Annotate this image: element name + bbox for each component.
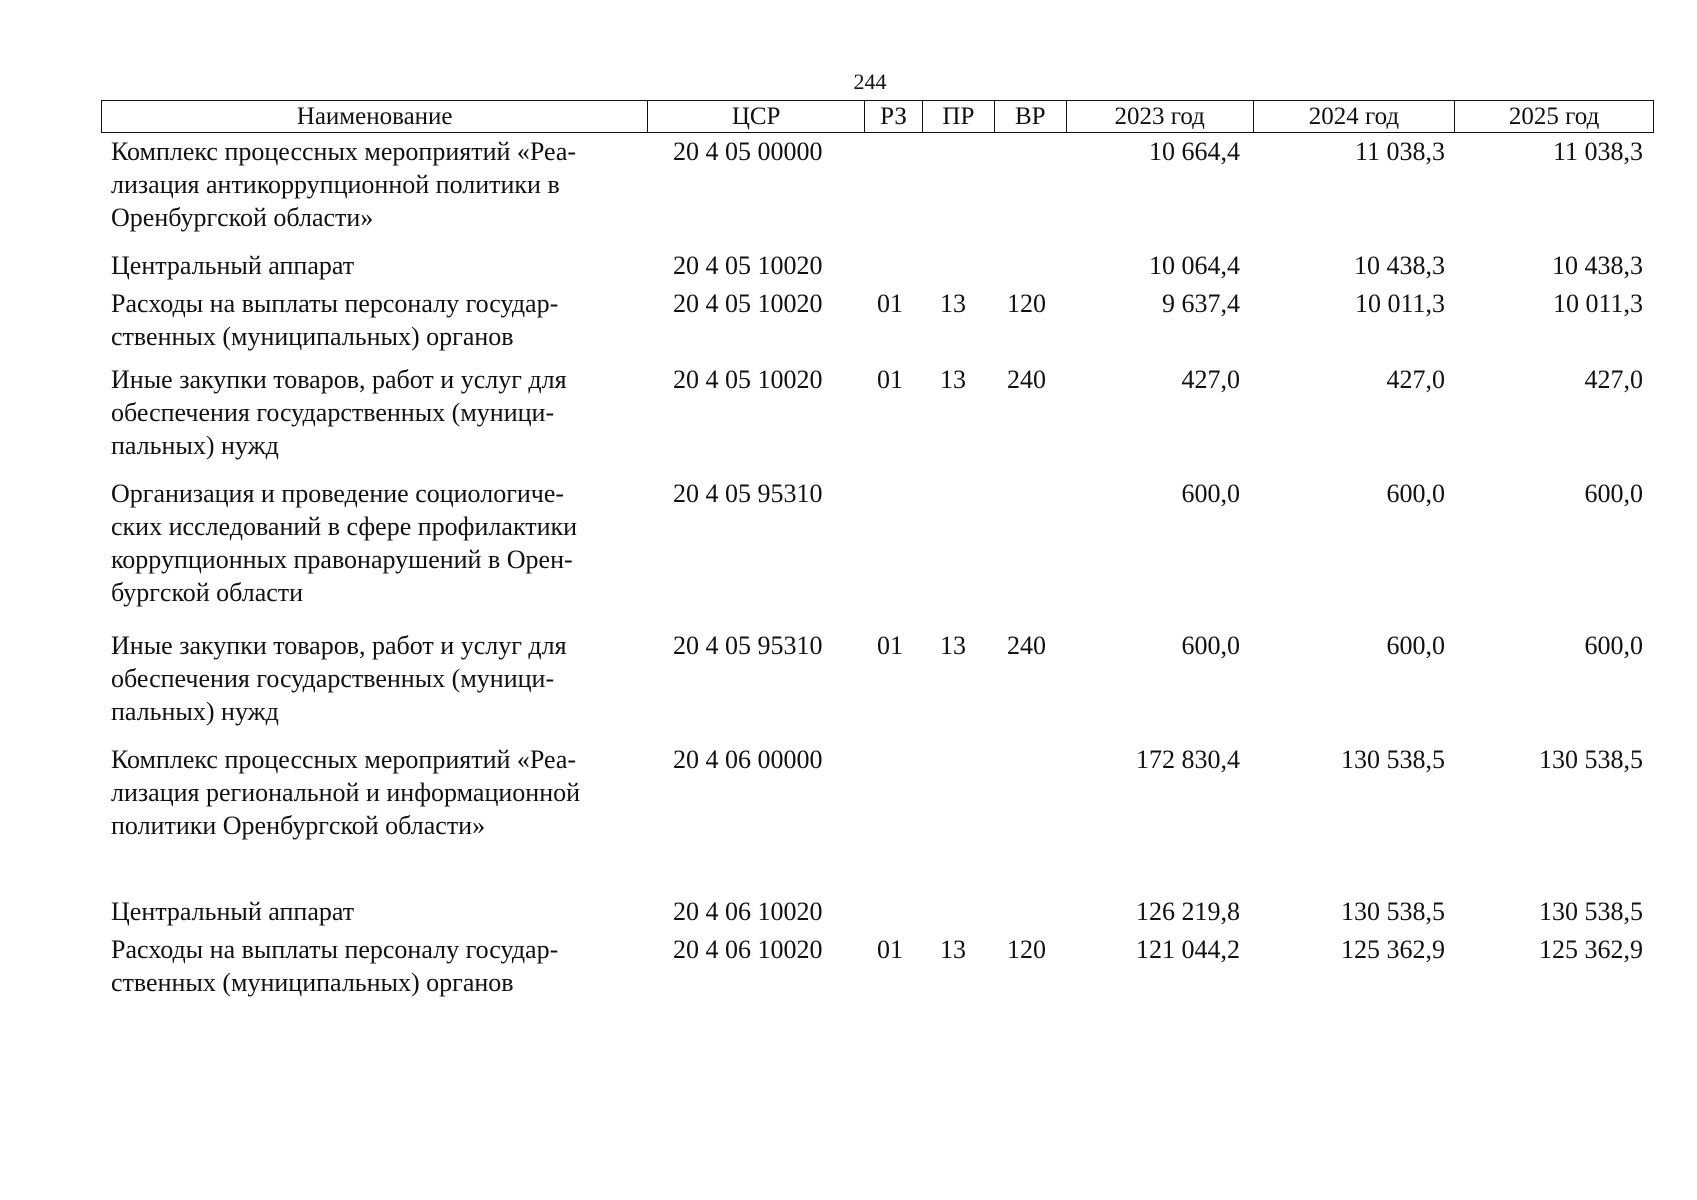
row-pr: 13 bbox=[940, 365, 966, 394]
row-2023: 121 044,2 bbox=[1136, 935, 1240, 964]
row-name-line: обеспечения государственных (муници- bbox=[111, 664, 555, 693]
row-csr: 20 4 06 10020 bbox=[673, 897, 823, 926]
row-2025: 600,0 bbox=[1584, 631, 1643, 660]
row-2024: 125 362,9 bbox=[1341, 935, 1445, 964]
row-name bbox=[111, 933, 651, 999]
row-vr: 240 bbox=[1007, 365, 1046, 394]
row-name bbox=[111, 895, 651, 928]
row-name-line: Иные закупки товаров, работ и услуг для bbox=[111, 365, 567, 394]
row-name-line: Оренбургской области» bbox=[111, 203, 374, 232]
row-csr: 20 4 05 10020 bbox=[673, 365, 823, 394]
row-2025: 427,0 bbox=[1584, 365, 1643, 394]
row-2024: 11 038,3 bbox=[1354, 137, 1445, 166]
column-header-vr: ВР bbox=[995, 101, 1067, 132]
row-name-line: Иные закупки товаров, работ и услуг для bbox=[111, 631, 567, 660]
row-2025: 10 011,3 bbox=[1552, 289, 1643, 318]
row-name-line: Комплекс процессных мероприятий «Реа- bbox=[111, 745, 577, 774]
row-name-line: обеспечения государственных (муници- bbox=[111, 398, 555, 427]
row-2023: 10 664,4 bbox=[1149, 137, 1240, 166]
row-name bbox=[111, 743, 651, 842]
row-name-line: пальных) нужд bbox=[111, 431, 279, 460]
row-name bbox=[111, 287, 651, 353]
row-2025: 600,0 bbox=[1584, 479, 1643, 508]
row-name-line: пальных) нужд bbox=[111, 697, 279, 726]
row-name bbox=[111, 477, 651, 609]
row-name-line: коррупционных правонарушений в Орен- bbox=[111, 545, 573, 574]
row-csr: 20 4 05 95310 bbox=[673, 479, 823, 508]
row-2023: 172 830,4 bbox=[1136, 745, 1240, 774]
row-2023: 9 637,4 bbox=[1162, 289, 1240, 318]
row-2024: 10 011,3 bbox=[1354, 289, 1445, 318]
column-header-2024: 2024 год bbox=[1254, 101, 1456, 132]
row-2023: 600,0 bbox=[1181, 479, 1240, 508]
row-csr: 20 4 05 00000 bbox=[673, 137, 823, 166]
row-name-line: лизация антикоррупционной политики в bbox=[111, 170, 560, 199]
row-pr: 13 bbox=[940, 289, 966, 318]
column-header-2025: 2025 год bbox=[1508, 103, 1600, 130]
row-rz: 01 bbox=[877, 289, 903, 318]
row-name-line: бургской области bbox=[111, 578, 304, 607]
row-csr: 20 4 05 95310 bbox=[673, 631, 823, 660]
row-vr: 120 bbox=[1007, 289, 1046, 318]
row-name-line: ственных (муниципальных) органов bbox=[111, 968, 514, 997]
column-header-name: Наименование bbox=[102, 101, 648, 132]
row-name-line: Расходы на выплаты персоналу государ- bbox=[111, 935, 559, 964]
row-2023: 10 064,4 bbox=[1149, 251, 1240, 280]
row-2023: 600,0 bbox=[1181, 631, 1240, 660]
row-csr: 20 4 05 10020 bbox=[673, 251, 823, 280]
column-header-csr: ЦСР bbox=[648, 101, 865, 132]
row-2025: 11 038,3 bbox=[1552, 137, 1643, 166]
row-2025: 125 362,9 bbox=[1539, 935, 1643, 964]
row-name bbox=[111, 135, 651, 234]
row-2025: 130 538,5 bbox=[1539, 897, 1643, 926]
row-name-line: лизация региональной и информационной bbox=[111, 778, 581, 807]
row-2024: 130 538,5 bbox=[1341, 745, 1445, 774]
row-name-line: Центральный аппарат bbox=[111, 251, 355, 280]
row-2024: 600,0 bbox=[1386, 479, 1445, 508]
row-rz: 01 bbox=[877, 631, 903, 660]
row-2023: 427,0 bbox=[1181, 365, 1240, 394]
row-csr: 20 4 05 10020 bbox=[673, 289, 823, 318]
row-csr: 20 4 06 00000 bbox=[673, 745, 823, 774]
row-2025: 130 538,5 bbox=[1539, 745, 1643, 774]
column-header-pr: ПР bbox=[923, 101, 995, 132]
column-header-rz: РЗ bbox=[865, 101, 923, 132]
row-rz: 01 bbox=[877, 365, 903, 394]
row-pr: 13 bbox=[940, 631, 966, 660]
row-name-line: ских исследований в сфере профилактики bbox=[111, 512, 578, 541]
row-name bbox=[111, 363, 651, 462]
row-name-line: Расходы на выплаты персоналу государ- bbox=[111, 289, 559, 318]
row-name-line: Комплекс процессных мероприятий «Реа- bbox=[111, 137, 577, 166]
row-name-line: Центральный аппарат bbox=[111, 897, 355, 926]
row-name-line: Организация и проведение социологиче- bbox=[111, 479, 565, 508]
row-2024: 427,0 bbox=[1386, 365, 1445, 394]
page-number: 244 bbox=[853, 69, 887, 94]
row-2023: 126 219,8 bbox=[1136, 897, 1240, 926]
row-2024: 10 438,3 bbox=[1354, 251, 1445, 280]
row-name-line: политики Оренбургской области» bbox=[111, 811, 486, 840]
row-2024: 130 538,5 bbox=[1341, 897, 1445, 926]
row-rz: 01 bbox=[877, 935, 903, 964]
row-2025: 10 438,3 bbox=[1552, 251, 1643, 280]
row-vr: 120 bbox=[1007, 935, 1046, 964]
row-pr: 13 bbox=[940, 935, 966, 964]
row-name-line: ственных (муниципальных) органов bbox=[111, 322, 514, 351]
row-vr: 240 bbox=[1007, 631, 1046, 660]
row-name bbox=[111, 249, 651, 282]
row-2024: 600,0 bbox=[1386, 631, 1445, 660]
row-name bbox=[111, 629, 651, 728]
column-header-2023: 2023 год bbox=[1067, 101, 1254, 132]
row-csr: 20 4 06 10020 bbox=[673, 935, 823, 964]
